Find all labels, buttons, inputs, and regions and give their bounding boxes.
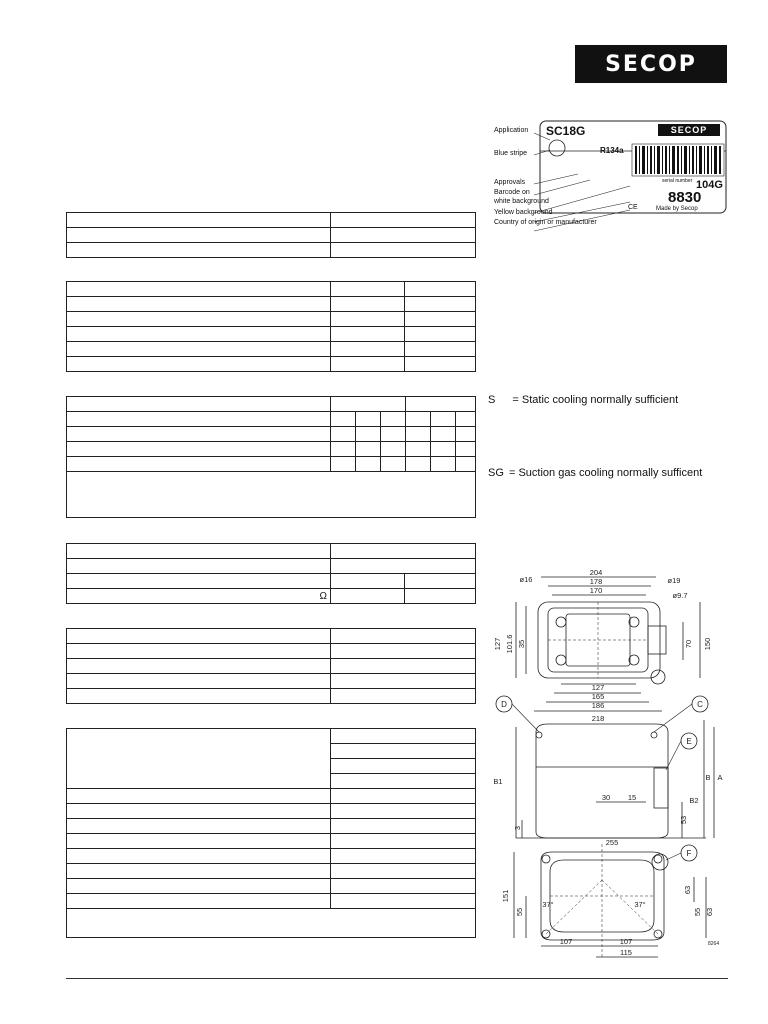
application-label: Application bbox=[494, 127, 529, 134]
table-cell bbox=[331, 774, 476, 789]
table-cell bbox=[331, 849, 476, 864]
table-cell bbox=[405, 589, 476, 604]
dim-label: 178 bbox=[589, 577, 603, 586]
table-cell bbox=[431, 412, 456, 427]
table-cell bbox=[331, 544, 476, 559]
dim-label: 37° bbox=[542, 900, 554, 909]
table-cell bbox=[67, 659, 331, 674]
made-by-label: Made by Secop bbox=[656, 206, 698, 212]
table-cell bbox=[67, 397, 331, 412]
table-cell bbox=[456, 412, 476, 427]
footer-rule bbox=[66, 978, 728, 979]
table-cell bbox=[456, 427, 476, 442]
table-cell bbox=[67, 834, 331, 849]
dim-label: 15 bbox=[627, 793, 637, 802]
country-label: Country of origin or manufacturer bbox=[494, 219, 597, 226]
table-cell bbox=[67, 729, 331, 789]
table-cell bbox=[67, 327, 331, 342]
table-cell bbox=[406, 457, 431, 472]
dim-label: 127 bbox=[493, 637, 502, 651]
dim-label: 55 bbox=[515, 907, 524, 917]
dim-label: 165 bbox=[591, 692, 605, 701]
barcode-label-1: Barcode on bbox=[494, 189, 530, 196]
table-cell bbox=[67, 674, 331, 689]
spec-table-1 bbox=[66, 212, 476, 258]
table-cell bbox=[67, 412, 331, 427]
table-cell bbox=[67, 312, 331, 327]
table-cell bbox=[456, 457, 476, 472]
table-cell bbox=[331, 574, 405, 589]
table-cell bbox=[431, 442, 456, 457]
refrigerant: R134a bbox=[600, 146, 624, 155]
table-cell bbox=[331, 864, 476, 879]
table-cell bbox=[331, 427, 356, 442]
dim-label: 63 bbox=[705, 907, 714, 917]
callout-e: E bbox=[686, 737, 692, 746]
table-cell bbox=[67, 357, 331, 372]
table-cell bbox=[331, 644, 476, 659]
table-cell bbox=[356, 412, 381, 427]
spec-table-6 bbox=[66, 728, 476, 938]
table-cell bbox=[331, 282, 405, 297]
spec-table-3 bbox=[66, 396, 476, 518]
table-cell bbox=[405, 357, 476, 372]
dim-label: 63 bbox=[683, 885, 692, 895]
table-cell bbox=[67, 644, 331, 659]
approvals-label: Approvals bbox=[494, 179, 526, 186]
barcode-icon bbox=[632, 144, 724, 176]
table-cell bbox=[67, 849, 331, 864]
dim-label: A bbox=[717, 773, 723, 782]
table-cell bbox=[331, 213, 476, 228]
table-cell bbox=[381, 412, 406, 427]
table-cell bbox=[331, 729, 476, 744]
dim-label: 53 bbox=[679, 815, 688, 825]
table-cell bbox=[331, 228, 476, 243]
dim-label: 3 bbox=[513, 825, 522, 831]
table-cell bbox=[356, 427, 381, 442]
table-cell bbox=[331, 659, 476, 674]
table-cell bbox=[67, 894, 331, 909]
dim-label: 55 bbox=[693, 907, 702, 917]
dim-label: ø16 bbox=[519, 575, 533, 584]
table-cell bbox=[331, 759, 476, 774]
table-cell bbox=[67, 457, 331, 472]
dim-label: 35 bbox=[517, 639, 526, 649]
table-cell bbox=[381, 442, 406, 457]
dim-label: 70 bbox=[684, 639, 693, 649]
table-cell bbox=[331, 819, 476, 834]
table-cell bbox=[356, 442, 381, 457]
table-cell bbox=[67, 819, 331, 834]
table-cell bbox=[331, 397, 406, 412]
dim-label: 107 bbox=[619, 937, 633, 946]
dim-label: 151 bbox=[501, 889, 510, 903]
ce-mark: CE bbox=[628, 204, 638, 211]
dim-label: ø9.7 bbox=[672, 591, 688, 600]
table-cell bbox=[67, 689, 331, 704]
table-cell bbox=[67, 879, 331, 894]
code-104g: 104G bbox=[696, 179, 723, 191]
spec-table-2 bbox=[66, 281, 476, 372]
table-cell bbox=[331, 412, 356, 427]
blue-stripe-label: Blue stripe bbox=[494, 150, 528, 157]
dimension-drawing bbox=[486, 562, 726, 962]
table-cell bbox=[67, 228, 331, 243]
secop-logo: SECOP bbox=[575, 45, 727, 83]
table-notes-cell bbox=[67, 472, 476, 518]
table-cell bbox=[67, 544, 331, 559]
dim-label: 218 bbox=[591, 714, 605, 723]
plate-brand: SECOP bbox=[670, 125, 708, 135]
note-sg bbox=[488, 467, 702, 479]
dim-label: 101.6 bbox=[505, 634, 514, 654]
table-cell bbox=[67, 243, 331, 258]
callout-c: C bbox=[697, 700, 703, 709]
table-cell bbox=[406, 427, 431, 442]
note-s-text: = Static cooling normally sufficient bbox=[512, 394, 679, 406]
table-cell bbox=[331, 243, 476, 258]
table-cell bbox=[331, 297, 405, 312]
dim-label: 204 bbox=[589, 568, 603, 577]
table-cell bbox=[431, 427, 456, 442]
table-cell bbox=[405, 574, 476, 589]
dim-label: 115 bbox=[620, 948, 632, 957]
ohm-symbol: Ω bbox=[67, 589, 331, 604]
nameplate-figure bbox=[490, 118, 730, 233]
table-cell bbox=[381, 457, 406, 472]
table-cell bbox=[67, 442, 331, 457]
dim-label: B1 bbox=[493, 777, 503, 786]
table-cell bbox=[331, 442, 356, 457]
table-cell bbox=[456, 442, 476, 457]
table-cell bbox=[67, 864, 331, 879]
table-cell bbox=[67, 427, 331, 442]
compressor-drawing-svg bbox=[486, 562, 726, 962]
table-cell bbox=[67, 559, 331, 574]
callout-d: D bbox=[501, 700, 507, 709]
dim-label: B2 bbox=[689, 796, 699, 805]
table-cell bbox=[405, 297, 476, 312]
table-cell bbox=[381, 427, 406, 442]
code-8830: 8830 bbox=[668, 189, 702, 206]
dim-label: 30 bbox=[601, 793, 611, 802]
table-cell bbox=[405, 282, 476, 297]
drawing-code: 8264 bbox=[708, 941, 720, 947]
table-cell bbox=[406, 442, 431, 457]
table-cell bbox=[406, 412, 431, 427]
callout-f: F bbox=[686, 849, 692, 858]
table-cell bbox=[331, 327, 405, 342]
dim-label: 150 bbox=[703, 637, 712, 651]
table-cell bbox=[67, 342, 331, 357]
table-cell bbox=[331, 589, 405, 604]
table-cell bbox=[331, 879, 476, 894]
table-cell bbox=[405, 312, 476, 327]
table-cell bbox=[67, 297, 331, 312]
table-cell bbox=[405, 327, 476, 342]
table-cell bbox=[331, 689, 476, 704]
table-cell bbox=[67, 804, 331, 819]
table-cell bbox=[406, 397, 476, 412]
note-sg-text: = Suction gas cooling normally sufficent bbox=[508, 467, 703, 479]
table-cell bbox=[331, 744, 476, 759]
table-cell bbox=[331, 629, 476, 644]
spec-table-5 bbox=[66, 628, 476, 704]
table-cell bbox=[331, 312, 405, 327]
dim-label: 170 bbox=[589, 586, 603, 595]
note-s bbox=[488, 394, 678, 406]
table-cell bbox=[331, 457, 356, 472]
table-cell bbox=[67, 282, 331, 297]
table-cell bbox=[331, 559, 476, 574]
table-cell bbox=[331, 789, 476, 804]
barcode-label-2: white background bbox=[494, 198, 549, 205]
table-cell bbox=[331, 674, 476, 689]
dim-label: B bbox=[705, 773, 711, 782]
note-sg-key: SG bbox=[488, 467, 504, 479]
dim-label: 186 bbox=[591, 701, 605, 710]
table-cell bbox=[331, 357, 405, 372]
table-cell bbox=[67, 213, 331, 228]
dim-label: 255 bbox=[605, 838, 619, 847]
serial-label: serial number bbox=[662, 178, 693, 184]
dim-label: ø19 bbox=[667, 576, 681, 585]
table-cell bbox=[331, 834, 476, 849]
table-notes-cell bbox=[67, 909, 476, 938]
table-cell bbox=[67, 629, 331, 644]
table-cell bbox=[356, 457, 381, 472]
spec-table-4 bbox=[66, 543, 476, 604]
table-cell bbox=[331, 894, 476, 909]
dim-label: 127 bbox=[591, 683, 605, 692]
table-cell bbox=[331, 342, 405, 357]
table-cell bbox=[67, 574, 331, 589]
dim-label: 37° bbox=[634, 900, 646, 909]
note-s-key: S bbox=[488, 394, 496, 406]
table-cell bbox=[405, 342, 476, 357]
yellow-background-label: Yellow background bbox=[494, 209, 553, 216]
table-cell bbox=[431, 457, 456, 472]
dim-label: 107 bbox=[559, 937, 573, 946]
model-name: SC18G bbox=[546, 124, 586, 138]
table-cell bbox=[331, 804, 476, 819]
table-cell bbox=[67, 789, 331, 804]
